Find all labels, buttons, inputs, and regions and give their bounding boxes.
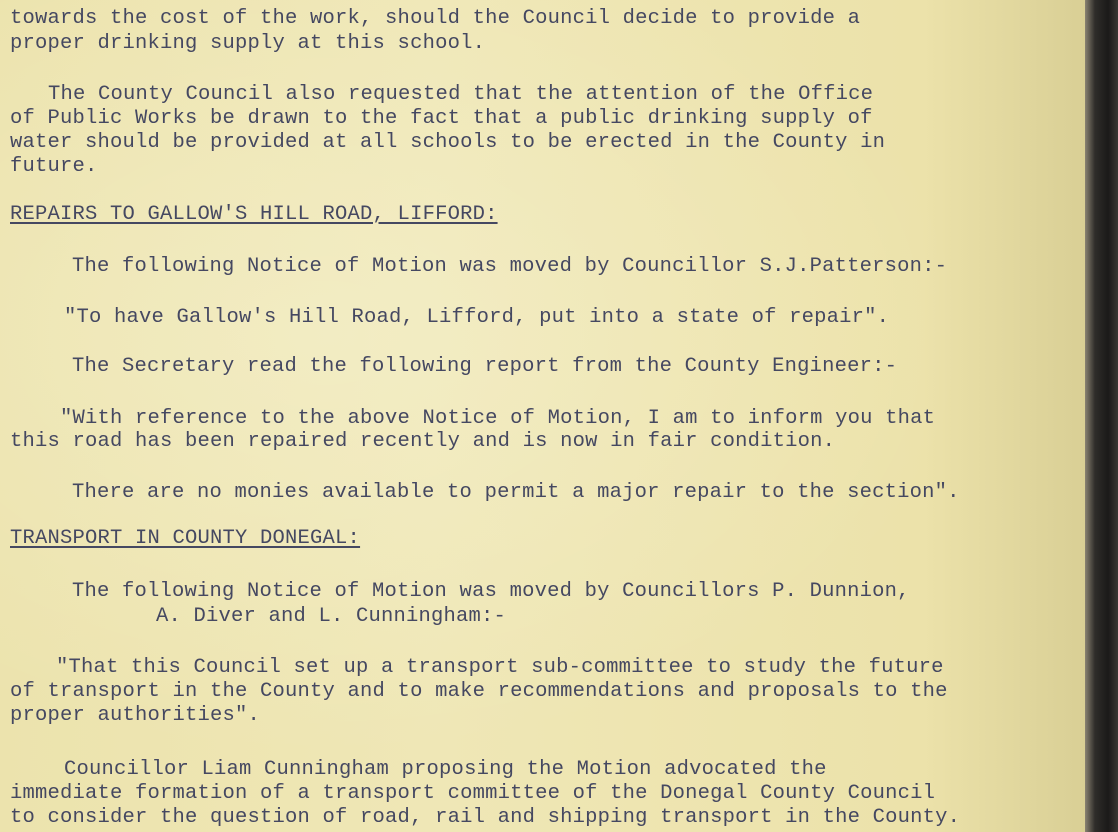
text-line-11: "With reference to the above Notice of Motion, I am to inform you that <box>60 407 936 430</box>
text-line-21: immediate formation of a transport committee of the Donegal County Council <box>10 782 936 805</box>
text-line-19: proper authorities". <box>10 704 261 727</box>
text-line-22: to consider the question of road, rail and shipping transport in the County. <box>10 806 961 829</box>
section-heading-transport: TRANSPORT IN COUNTY DONEGAL: <box>10 527 361 550</box>
text-line-18: of transport in the County and to make recommendations and proposals to the <box>10 680 948 703</box>
text-line-10: The Secretary read the following report from the County Engineer:- <box>72 355 898 378</box>
book-spine-shadow <box>1085 0 1118 832</box>
text-line-15: The following Notice of Motion was moved by Councillors P. Dunnion, <box>72 580 910 603</box>
text-line-2: proper drinking supply at this school. <box>10 32 486 55</box>
text-line-16: A. Diver and L. Cunningham:- <box>156 605 507 628</box>
text-line-12: this road has been repaired recently and is now in fair condition. <box>10 430 836 453</box>
text-line-9: "To have Gallow's Hill Road, Lifford, put into a state of repair". <box>64 306 890 329</box>
text-line-4: of Public Works be drawn to the fact that a public drinking supply of <box>10 107 873 130</box>
text-line-13: There are no monies available to permit a major repair to the section". <box>72 481 960 504</box>
text-line-6: future. <box>10 155 98 178</box>
text-line-5: water should be provided at all schools to be erected in the County in <box>10 131 886 154</box>
text-line-20: Councillor Liam Cunningham proposing the Motion advocated the <box>64 758 827 781</box>
text-line-8: The following Notice of Motion was moved by Councillor S.J.Patterson:- <box>72 255 948 278</box>
text-line-1: towards the cost of the work, should the Council decide to provide a <box>10 7 861 30</box>
section-heading-gallows-hill: REPAIRS TO GALLOW'S HILL ROAD, LIFFORD: <box>10 203 498 226</box>
text-line-17: "That this Council set up a transport sub-committee to study the future <box>56 656 944 679</box>
text-line-3: The County Council also requested that the attention of the Office <box>48 83 874 106</box>
